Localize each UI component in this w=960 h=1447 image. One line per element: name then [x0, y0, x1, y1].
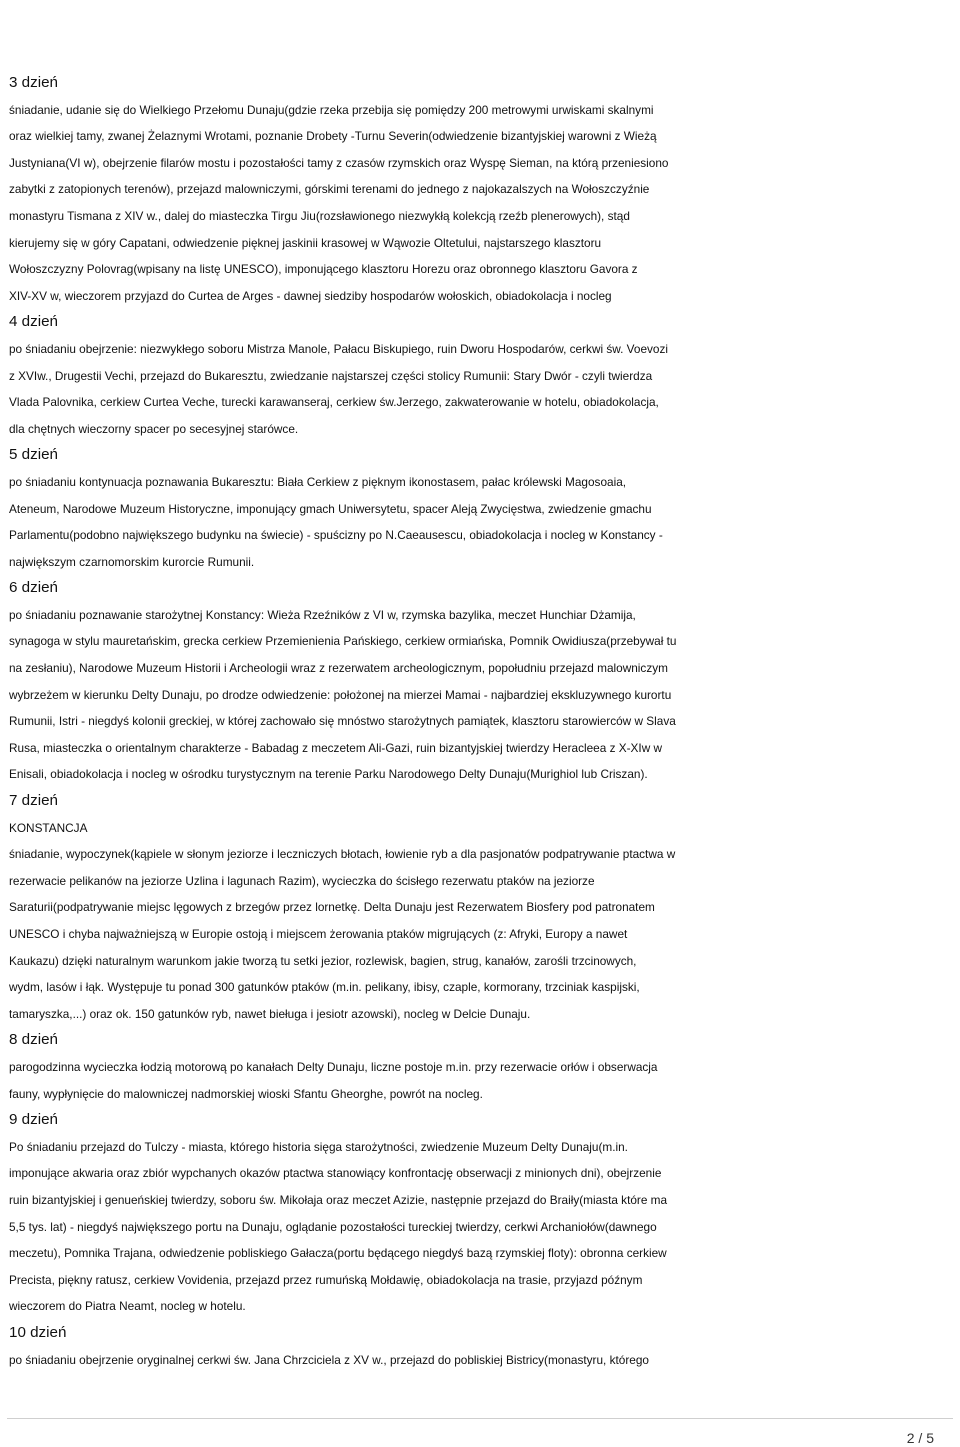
text-line: rezerwacie pelikanów na jeziorze Uzlina i lagunach Razim), wycieczka do ścisłego rezerwatu ptaków na jeziorze — [9, 873, 595, 888]
text-line: monastyru Tismana z XIV w., dalej do miasteczka Tirgu Jiu(rozsławionego niezwykłą kolekcją rzeźb plenerowych), stąd — [9, 208, 630, 223]
text-line: ruin bizantyjskiej i genueńskiej twierdzy, soboru św. Mikołaja oraz meczet Azizie, następnie przejazd do Braiły(miasta które ma — [9, 1192, 668, 1207]
text-line: śniadanie, udanie się do Wielkiego Przełomu Dunaju(gdzie rzeka przebija się pomiędzy 200 metrowymi urwiskami skalnymi — [9, 102, 654, 117]
day-section — [9, 309, 955, 442]
text-line: na zesłaniu), Narodowe Muzeum Historii i Archeologii wraz z rezerwatem archeologicznym, popołudniu przejazd malowniczym — [9, 661, 668, 676]
day-section — [9, 442, 955, 575]
day-description — [9, 602, 955, 788]
text-line: oraz wielkiej tamy, zwanej Żelaznymi Wrotami, poznanie Drobety -Turnu Severin(odwiedzenie bizantyjskiej warowni z Wieżą — [9, 129, 657, 144]
day-section — [9, 1027, 955, 1107]
day-section — [9, 70, 955, 309]
text-line: zabytki z zatopionych terenów), przejazd malowniczymi, górskimi terenami do jednego z najokazalszych na Wołoszczyźnie — [9, 182, 650, 197]
text-line: Rumunii, Istri - niegdyś kolonii greckiej, w której zachowało się mnóstwo starożytnych pamiątek, klasztoru starowierców w Slava — [9, 714, 676, 729]
text-line: wieczorem do Piatra Neamt, nocleg w hotelu. — [9, 1299, 246, 1314]
text-line: Precista, piękny ratusz, cerkiew Vovidenia, przejazd przez rumuńską Mołdawię, obiadokolacja na trasie, przyjazd późnym — [9, 1272, 643, 1287]
text-line: po śniadaniu kontynuacja poznawania Bukaresztu: Biała Cerkiew z pięknym ikonostasem, pałac królewski Magosoaia, — [9, 474, 627, 489]
day-description — [9, 815, 955, 1028]
page-number: 2 / 5 — [906, 1430, 934, 1446]
text-line: Ateneum, Narodowe Muzeum Historyczne, imponujący gmach Uniwersytetu, spacer Aleją Zwycięstwa, zwiedzenie gmachu — [9, 501, 652, 516]
day-description — [9, 1054, 955, 1107]
text-line: wybrzeżem w kierunku Delty Dunaju, po drodze odwiedzenie: położonej na mierzei Mamai - najbardziej ekskluzywnego kurortu — [9, 687, 672, 702]
text-line: parogodzinna wycieczka łodzią motorową po kanałach Delty Dunaju, liczne postoje m.in. przy rezerwacie orłów i obserwacja — [9, 1059, 658, 1074]
text-line: Rusa, miasteczka o orientalnym charakterze - Babadag z meczetem Ali-Gazi, ruin bizantyjskiej twierdzy Heracleea z X-XIw w — [9, 740, 663, 755]
text-line: 5,5 tys. lat) - niegdyś największego portu na Dunaju, oglądanie pozostałości tureckiej twierdzy, cerkwi Archaniołów(dawnego — [9, 1219, 657, 1234]
day-heading: 9 dzień — [9, 1111, 58, 1129]
text-line: po śniadaniu obejrzenie: niezwykłego soboru Mistrza Manole, Pałacu Biskupiego, ruin Dworu Hospodarów, cerkwi św. Voevozi — [9, 341, 669, 356]
document-body — [9, 70, 955, 1373]
footer-divider — [7, 1418, 953, 1419]
text-line: tamaryszka,...) oraz ok. 150 gatunków ryb, nawet bieługa i jesiotr azowski), nocleg w Delcie Dunaju. — [9, 1006, 531, 1021]
text-line: Saraturii(podpatrywanie miejsc lęgowych z brzegów przez lornetkę. Delta Dunaju jest Rezerwatem Biosfery pod patronatem — [9, 900, 655, 915]
text-line: Enisali, obiadokolacja i nocleg w ośrodku turystycznym na terenie Parku Narodowego Delty Dunaju(Murighiol lub Criszan). — [9, 767, 648, 782]
text-line: Wołoszczyzny Polovrag(wpisany na listę UNESCO), imponującego klasztoru Horezu oraz obronnego klasztoru Gavora z — [9, 262, 638, 277]
day-heading: 6 dzień — [9, 579, 58, 597]
text-line: śniadanie, wypoczynek(kąpiele w słonym jeziorze i leczniczych błotach, łowienie ryb a dla pasjonatów podpatrywanie ptactwa w — [9, 847, 676, 862]
text-line: XIV-XV w, wieczorem przyjazd do Curtea de Arges - dawnej siedziby hospodarów wołoskich, obiadokolacja i nocleg — [9, 288, 612, 303]
day-heading: 10 dzień — [9, 1323, 67, 1341]
day-description — [9, 336, 955, 442]
day-description — [9, 97, 955, 310]
day-section — [9, 1320, 955, 1373]
day-description — [9, 1134, 955, 1320]
day-section — [9, 1107, 955, 1320]
text-line: największym czarnomorskim kurorcie Rumunii. — [9, 554, 255, 569]
text-line: kierujemy się w góry Capatani, odwiedzenie pięknej jaskinii krasowej w Wąwozie Oltetului, najstarszego klasztoru — [9, 235, 602, 250]
day-description — [9, 1347, 955, 1374]
text-line: UNESCO i chyba najważniejszą w Europie ostoją i miejscem żerowania ptaków migrujących (z: Afryki, Europy a nawet — [9, 927, 628, 941]
day-heading: 8 dzień — [9, 1031, 58, 1049]
day-section — [9, 575, 955, 788]
day-section — [9, 788, 955, 1027]
text-line: fauny, wypłynięcie do malowniczej nadmorskiej wioski Sfantu Gheorghe, powrót na nocleg. — [9, 1086, 483, 1101]
text-line: Vlada Palovnika, cerkiew Curtea Veche, turecki karawanseraj, cerkiew św.Jerzego, zakwaterowanie w hotelu, obiadokolacja, — [9, 395, 659, 410]
text-line: meczetu), Pomnika Trajana, odwiedzenie pobliskiego Gałacza(portu będącego niegdyś bazą rzymskiej floty): obronna cerkiew — [9, 1246, 667, 1261]
text-line: wydm, lasów i łąk. Występuje tu ponad 300 gatunków ptaków (m.in. pelikany, ibisy, czaple, kormorany, trzciniak kaspijski, — [9, 980, 640, 995]
day-heading: 4 dzień — [9, 313, 58, 331]
day-heading: 7 dzień — [9, 792, 58, 810]
day-description — [9, 469, 955, 575]
text-line: Kaukazu) dzięki naturalnym warunkom jakie tworzą tu setki jezior, rozlewisk, bagien, strug, kanałów, zarośli trzcinowych, — [9, 953, 637, 968]
day-heading: 3 dzień — [9, 74, 58, 91]
text-line: po śniadaniu obejrzenie oryginalnej cerkwi św. Jana Chrzciciela z XV w., przejazd do pobliskiej Bistricy(monastyru, którego — [9, 1352, 649, 1367]
day-heading: 5 dzień — [9, 446, 58, 464]
text-line: z XVIw., Drugestii Vechi, przejazd do Bukaresztu, zwiedzanie najstarszej części stolicy Rumunii: Stary Dwór - czyli twierdza — [9, 368, 653, 383]
text-line: dla chętnych wieczorny spacer po secesyjnej starówce. — [9, 421, 299, 436]
text-line: Parlamentu(podobno największego budynku na świecie) - spuścizny po N.Caeausescu, obiadokolacja i nocleg w Konstancy - — [9, 528, 663, 543]
text-line: KONSTANCJA — [9, 820, 88, 835]
text-line: Po śniadaniu przejazd do Tulczy - miasta, którego historia sięga starożytności, zwiedzenie Muzeum Delty Dunaju(m.in. — [9, 1139, 628, 1154]
text-line: po śniadaniu poznawanie starożytnej Konstancy: Wieża Rzeźników z VI w, rzymska bazylika, meczet Hunchiar Dżamija, — [9, 607, 636, 622]
text-line: Justyniana(VI w), obejrzenie filarów mostu i pozostałości tamy z czasów rzymskich oraz Wyspę Sieman, na którą przeniesiono — [9, 155, 669, 170]
text-line: imponujące akwaria oraz zbiór wypchanych okazów ptactwa stanowiący konfrontację obserwacji z minionych dni), obejrzenie — [9, 1166, 662, 1181]
text-line: synagoga w stylu mauretańskim, grecka cerkiew Przemienienia Pańskiego, cerkiew ormiańska, Pomnik Owidiusza(przebywał tu — [9, 634, 677, 649]
